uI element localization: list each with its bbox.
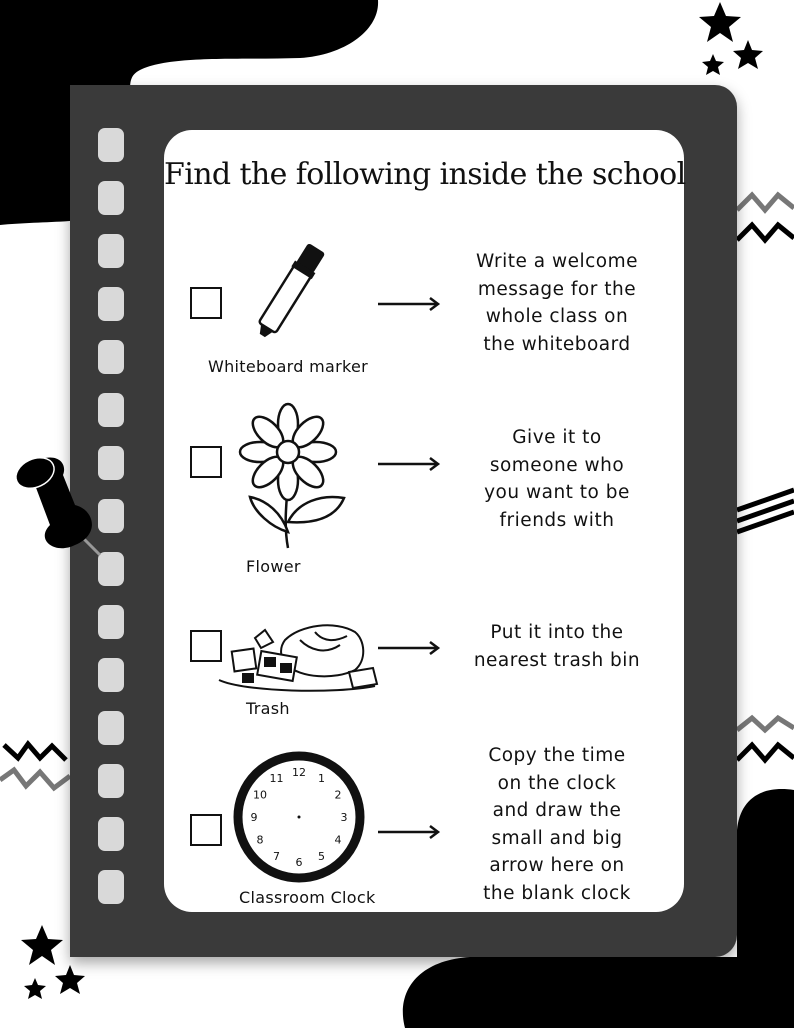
checkbox-classroom-clock[interactable] <box>190 814 222 846</box>
clock-numeral: 12 <box>292 766 306 779</box>
star-icon <box>24 978 46 999</box>
arrow-icon <box>378 297 442 311</box>
clock-numeral: 2 <box>334 788 342 802</box>
clock-numeral: 6 <box>295 856 303 869</box>
clock-numeral: 5 <box>318 849 325 863</box>
binding-ring <box>98 711 124 745</box>
arrow-icon <box>378 457 442 471</box>
clock-icon <box>232 750 366 884</box>
star-icon <box>699 2 741 42</box>
star-icon <box>733 40 763 69</box>
binding-ring <box>98 764 124 798</box>
zigzag-decoration <box>737 745 794 760</box>
arrow-icon <box>378 825 442 839</box>
binding-ring <box>98 605 124 639</box>
zigzag-decoration <box>737 718 794 730</box>
clock-numeral: 1 <box>318 772 325 786</box>
binding-ring <box>98 870 124 904</box>
binding-ring <box>98 181 124 215</box>
flower-icon <box>236 402 350 550</box>
item-label-flower: Flower <box>246 557 301 576</box>
task-text-whiteboard-marker: Write a welcome message for the whole class on the whiteboard <box>476 251 638 355</box>
clock-numeral: 3 <box>340 811 348 824</box>
zigzag-decoration <box>4 744 66 760</box>
star-icon <box>55 965 85 994</box>
zigzag-decoration <box>737 225 794 240</box>
stripe-decoration <box>737 512 794 532</box>
marker-icon <box>240 238 344 338</box>
clock-numeral: 4 <box>334 833 342 847</box>
task-text-classroom-clock: Copy the time on the clock and draw the small and big arrow here on the blank clock <box>483 745 631 904</box>
page-title: Find the following inside the school <box>164 157 686 192</box>
checkbox-whiteboard-marker[interactable] <box>190 287 222 319</box>
binding-ring <box>98 287 124 321</box>
zigzag-decoration <box>0 770 70 788</box>
clock-numeral: 8 <box>256 833 264 847</box>
binding-ring <box>98 128 124 162</box>
star-icon <box>21 925 63 965</box>
binding-ring <box>98 234 124 268</box>
arrow-icon <box>378 641 442 655</box>
zigzag-decoration <box>737 195 794 210</box>
star-icon <box>702 54 724 75</box>
clock-numeral: 11 <box>269 772 284 786</box>
clock-numeral: 10 <box>253 788 268 802</box>
task-text-flower: Give it to someone who you want to be friends with <box>484 427 630 531</box>
task-text-trash: Put it into the nearest trash bin <box>473 622 641 671</box>
stripe-decoration <box>737 490 794 510</box>
stripe-decoration <box>737 501 794 521</box>
clock-numeral: 9 <box>250 811 258 824</box>
binding-ring <box>98 658 124 692</box>
binding-ring <box>98 393 124 427</box>
binding-ring <box>98 817 124 851</box>
item-label-trash: Trash <box>246 699 290 718</box>
item-label-whiteboard-marker: Whiteboard marker <box>208 357 368 376</box>
binding-ring <box>98 340 124 374</box>
push-pin-icon <box>5 455 105 565</box>
trash-icon <box>215 620 381 694</box>
clock-numeral: 7 <box>273 849 280 863</box>
item-label-classroom-clock: Classroom Clock <box>239 888 376 907</box>
checkbox-flower[interactable] <box>190 446 222 478</box>
